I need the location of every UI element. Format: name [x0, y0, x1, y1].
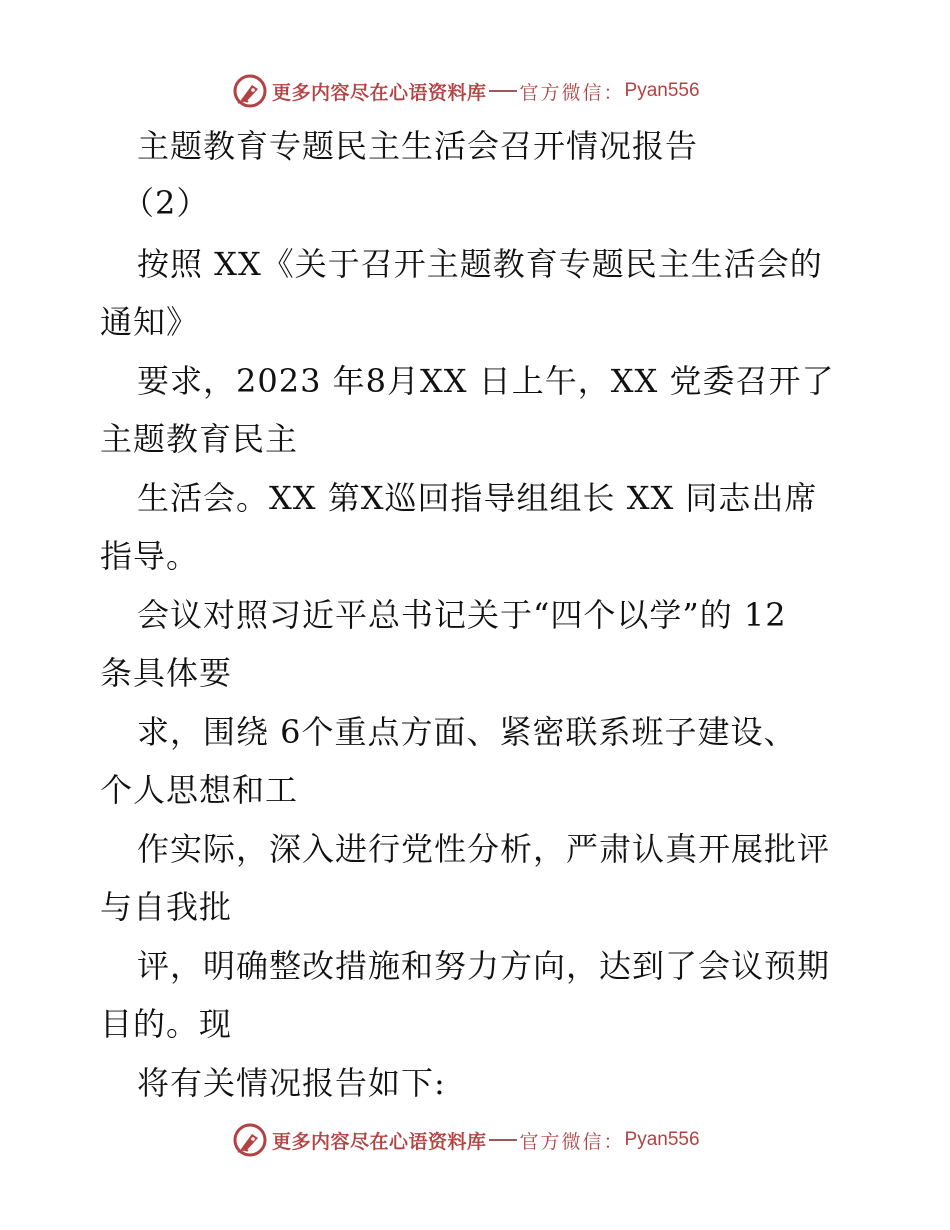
paragraph-line: 主题教育民主	[100, 420, 299, 458]
paragraph-line: 通知》	[100, 303, 200, 341]
watermark-account-id: Pyan556	[624, 80, 700, 101]
paragraph-line: 按照 XX《关于召开主题教育专题民主生活会的	[137, 245, 823, 283]
pen-nib-logo-icon	[232, 1122, 268, 1158]
paragraph-line: 与自我批	[100, 888, 233, 926]
paragraph-line: 将有关情况报告如下:	[137, 1064, 446, 1102]
watermark-account-id: Pyan556	[624, 1129, 700, 1150]
watermark-brand-text: 更多内容尽在心语资料库	[272, 81, 487, 104]
watermark-banner-bottom	[232, 1120, 700, 1160]
watermark-official-label: 官方微信：	[519, 1130, 625, 1153]
watermark-dash	[489, 1139, 517, 1141]
paragraph-line: 个人思想和工	[100, 771, 299, 809]
paragraph-line: 会议对照习近平总书记关于“四个以学”的 12	[137, 596, 787, 634]
paragraph-line: 指导。	[100, 537, 200, 575]
watermark-brand-text: 更多内容尽在心语资料库	[272, 1130, 487, 1153]
paragraph-line: 评，明确整改措施和努力方向，达到了会议预期	[137, 947, 831, 985]
paragraph-line: 作实际，深入进行党性分析，严肃认真开展批评	[137, 830, 831, 868]
watermark-banner-top	[232, 71, 700, 111]
watermark-official-label: 官方微信：	[519, 81, 625, 104]
pen-nib-logo-icon	[232, 73, 268, 109]
document-title: 主题教育专题民主生活会召开情况报告	[137, 127, 699, 165]
paragraph-line: 条具体要	[100, 654, 233, 692]
paragraph-line: 求，围绕 6个重点方面、紧密联系班子建设、	[137, 713, 797, 751]
paragraph-line: 目的。现	[100, 1005, 233, 1043]
paragraph-line: 要求，2023 年8月XX 日上午，XX 党委召开了	[137, 362, 835, 400]
document-subtitle: （2）	[122, 184, 210, 222]
paragraph-line: 生活会。XX 第X巡回指导组组长 XX 同志出席	[137, 479, 818, 517]
watermark-dash	[489, 90, 517, 92]
